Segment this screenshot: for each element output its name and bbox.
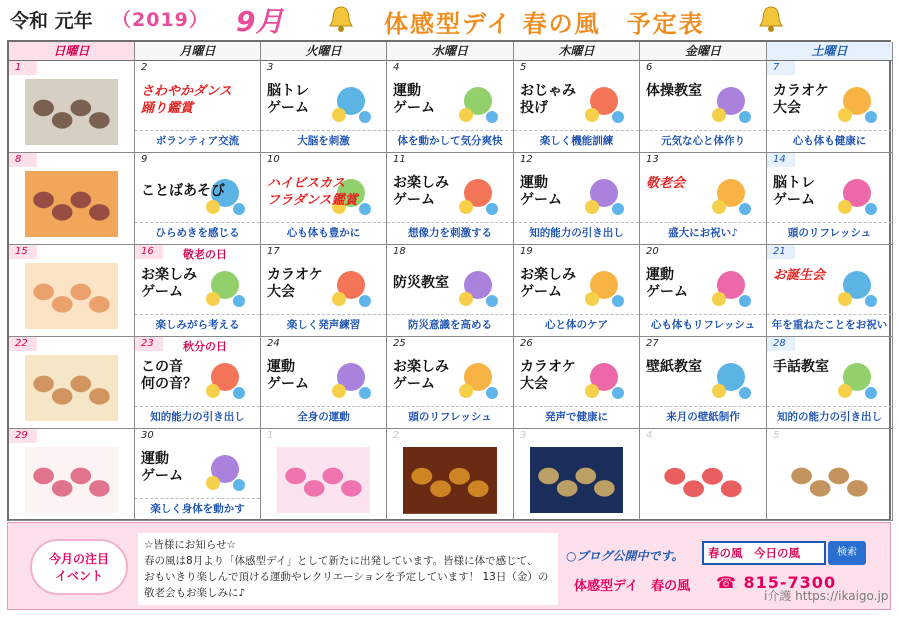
weekday-header: 木曜日: [514, 42, 640, 61]
activity-subtitle: 知的能力の引き出し: [514, 222, 639, 244]
day-number: 4: [646, 430, 653, 441]
red-spider-lily-icon: [656, 447, 750, 514]
cheerful-bread-icon: [574, 263, 634, 313]
activity-subtitle: 心も体も豊かに: [261, 222, 386, 244]
activity-label: お楽しみ ゲーム: [393, 175, 449, 208]
calendar-day-cell: [767, 429, 893, 521]
calendar-day-cell: [9, 429, 135, 521]
activity-subtitle: 頭のリフレッシュ: [767, 222, 892, 244]
day-number: 13: [646, 154, 659, 165]
activity-subtitle: 楽しく身体を動かす: [135, 498, 260, 520]
brain-puzzle-icon: [321, 79, 381, 129]
day-number: 17: [267, 246, 280, 257]
calendar-day-cell: [387, 153, 514, 245]
calendar-day-cell: [767, 337, 893, 429]
clapping-hands-icon: [574, 79, 634, 129]
day-number: 4: [393, 62, 400, 73]
phone-number: ☎ 815-7300: [716, 573, 837, 592]
circle-people-icon: [195, 263, 255, 313]
activity-subtitle: 心も体もリフレッシュ: [640, 314, 766, 336]
activity-subtitle: 防災意識を高める: [387, 314, 513, 336]
day-number: 1: [9, 61, 37, 75]
weekday-header: 金曜日: [640, 42, 767, 61]
sunglasses-sun-icon: [195, 447, 255, 497]
day-number: 29: [9, 429, 37, 443]
activity-subtitle: 元気な心と体作り: [640, 130, 766, 152]
gymnast-icon: [701, 79, 761, 129]
tea-photo: [25, 79, 118, 145]
walking-people-icon: [321, 355, 381, 405]
activity-label: 運動 ゲーム: [267, 359, 309, 392]
blog-notice: ○ブログ公開中です。: [566, 549, 684, 563]
disaster-drill-icon: [448, 263, 508, 313]
day-number: 30: [141, 430, 154, 441]
day-number: 8: [9, 153, 37, 167]
calendar-day-cell: [9, 61, 135, 153]
day-number: 6: [646, 62, 653, 73]
dancing-couple-icon: [701, 171, 761, 221]
treble-clef-icon: [321, 263, 381, 313]
activity-label: 脳トレ ゲーム: [773, 175, 815, 208]
autumn-leaves-photo: [403, 447, 497, 514]
activity-label: 防災教室: [393, 275, 449, 291]
calendar-day-cell: [514, 61, 640, 153]
calendar-day-cell: [135, 61, 261, 153]
calendar-day-cell: [514, 429, 640, 521]
calendar-day-cell: [387, 61, 514, 153]
holiday-label: 秋分の日: [183, 340, 227, 353]
activity-subtitle: ボランティア交流: [135, 130, 260, 152]
calendar-day-cell: [261, 337, 387, 429]
bell-icon: [328, 4, 354, 34]
era-label: 令和 元年: [10, 10, 93, 32]
day-number: 9: [141, 154, 148, 165]
fishing-man-icon: [448, 355, 508, 405]
day-number: 19: [520, 246, 533, 257]
activity-subtitle: 楽しみがら考える: [135, 314, 260, 336]
search-button[interactable]: 検索: [828, 541, 866, 565]
calendar-day-cell: [9, 153, 135, 245]
year-label: （2019）: [112, 9, 209, 31]
calendar-day-cell: [640, 153, 767, 245]
calendar-day-cell: [135, 337, 261, 429]
calendar-day-cell: [387, 337, 514, 429]
activity-subtitle: 心と体のケア: [514, 314, 639, 336]
activity-label: お誕生会: [773, 268, 826, 283]
sunset-photo: [25, 171, 118, 237]
thinking-man-icon: [827, 171, 887, 221]
calendar-day-cell: [767, 245, 893, 337]
day-number: 18: [393, 246, 406, 257]
day-number: 16: [135, 245, 163, 259]
activity-label: ことばあそび: [141, 183, 225, 199]
calendar-day-cell: [514, 337, 640, 429]
info-panel: [7, 522, 891, 610]
calendar-day-cell: [261, 245, 387, 337]
activity-label: 運動 ゲーム: [520, 175, 562, 208]
activity-label: 手話教室: [773, 359, 829, 375]
family-photo: [25, 355, 118, 421]
calendar-day-cell: [640, 429, 767, 521]
calendar-day-cell: [9, 337, 135, 429]
day-number: 1: [267, 430, 274, 441]
activity-subtitle: 楽しく機能訓練: [514, 130, 639, 152]
activity-subtitle: 体を動かして気分爽快: [387, 130, 513, 152]
day-number: 25: [393, 338, 406, 349]
music-notes-icon: [827, 79, 887, 129]
watermark: i介護 https://ikaigo.jp: [764, 589, 889, 603]
activity-label: ハイビスカス フラダンス鑑賞: [267, 176, 358, 208]
calendar-grid: [7, 40, 891, 521]
flower-bunch-icon: [448, 171, 508, 221]
day-number: 10: [267, 154, 280, 165]
notice-text: ☆皆様にお知らせ☆ 春の風は8月より「体感型デイ」として新たに出発しています。皆様に体で感じて、 おもいきり楽しんで頂ける運動やレクリエーションを予定しています！ 13日（金）の 敬老会もお楽しみに♪: [138, 533, 558, 605]
day-number: 11: [393, 154, 406, 165]
activity-subtitle: 知的の能力の引き出し: [767, 406, 892, 428]
exercise-kids-icon: [448, 79, 508, 129]
activity-subtitle: 頭のリフレッシュ: [387, 406, 513, 428]
day-number: 27: [646, 338, 659, 349]
activity-label: 壁紙教室: [646, 359, 702, 375]
activity-label: カラオケ 大会: [773, 83, 829, 116]
featured-event-badge: 今月の注目 イベント: [30, 539, 128, 595]
festival-lanterns-photo: [530, 447, 623, 513]
activity-label: カラオケ 大会: [267, 267, 323, 300]
day-number: 2: [141, 62, 148, 73]
facility-name: 体感型デイ 春の風: [574, 579, 691, 594]
calendar-day-cell: [135, 153, 261, 245]
activity-subtitle: 年を重ねたことをお祝い: [767, 314, 892, 336]
holiday-label: 敬老の日: [183, 248, 227, 261]
birthday-cake-icon: [827, 263, 887, 313]
calendar-day-cell: [767, 153, 893, 245]
calendar-day-cell: [640, 245, 767, 337]
day-number: 28: [767, 337, 795, 351]
month-label: 9月: [236, 5, 284, 38]
activity-subtitle: 心も体も健康に: [767, 130, 892, 152]
calendar-day-cell: [261, 153, 387, 245]
day-number: 3: [267, 62, 274, 73]
grandma-photo: [25, 263, 118, 329]
activity-subtitle: 想像力を刺激する: [387, 222, 513, 244]
activity-label: さわやかダンス 踊り鑑賞: [141, 84, 232, 116]
bell-icon: [758, 4, 784, 34]
activity-label: おじゃみ 投げ: [520, 83, 576, 116]
weekday-header: 土曜日: [767, 42, 893, 61]
page-title: 体感型デイ 春の風 予定表: [384, 10, 705, 38]
day-number: 7: [767, 61, 795, 75]
guitar-icon: [783, 447, 876, 513]
calligraphy-photo: [25, 447, 118, 513]
day-number: 2: [393, 430, 400, 441]
day-number: 12: [520, 154, 533, 165]
calendar-day-cell: [261, 61, 387, 153]
activity-label: お楽しみ ゲーム: [520, 267, 576, 300]
activity-label: お楽しみ ゲーム: [393, 359, 449, 392]
calendar-day-cell: [387, 429, 514, 521]
day-number: 24: [267, 338, 280, 349]
calendar-day-cell: [387, 245, 514, 337]
activity-subtitle: 大脳を刺激: [261, 130, 386, 152]
day-number: 5: [773, 430, 780, 441]
day-number: 26: [520, 338, 533, 349]
pumpkin-apple-icon: [701, 355, 761, 405]
calendar-day-cell: [640, 337, 767, 429]
day-number: 5: [520, 62, 527, 73]
weekday-header: 水曜日: [387, 42, 514, 61]
day-number: 20: [646, 246, 659, 257]
calendar-day-cell: [261, 429, 387, 521]
activity-subtitle: 全身の運動: [261, 406, 386, 428]
page-header: [0, 0, 899, 40]
activity-subtitle: ひらめきを感じる: [135, 222, 260, 244]
activity-label: 運動 ゲーム: [393, 83, 435, 116]
activity-subtitle: 楽しく発声練習: [261, 314, 386, 336]
activity-label: 運動 ゲーム: [646, 267, 688, 300]
day-number: 23: [135, 337, 163, 351]
activity-label: 体操教室: [646, 83, 702, 99]
calendar-day-cell: [135, 245, 261, 337]
activity-subtitle: 発声で健康に: [514, 406, 639, 428]
activity-label: 運動 ゲーム: [141, 451, 183, 484]
calendar-day-cell: [9, 245, 135, 337]
search-box[interactable]: 春の風 今日の風: [702, 541, 826, 565]
activity-label: 脳トレ ゲーム: [267, 83, 309, 116]
day-number: 3: [520, 430, 527, 441]
day-number: 21: [767, 245, 795, 259]
day-number: 15: [9, 245, 37, 259]
activity-label: お楽しみ ゲーム: [141, 267, 197, 300]
activity-label: 敬老会: [646, 176, 686, 191]
calendar-day-cell: [135, 429, 261, 521]
activity-subtitle: 知的能力の引き出し: [135, 406, 260, 428]
tennis-player-icon: [701, 263, 761, 313]
weekday-header: 火曜日: [261, 42, 387, 61]
cosmos-photo: [277, 447, 370, 513]
calendar-day-cell: [514, 245, 640, 337]
day-number: 14: [767, 153, 795, 167]
crowd-icon: [574, 355, 634, 405]
weekday-header: 日曜日: [9, 42, 135, 61]
activity-label: この音 何の音？: [141, 359, 197, 392]
activity-subtitle: 来月の壁紙制作: [640, 406, 766, 428]
elderly-couple-icon: [827, 355, 887, 405]
activity-label: カラオケ 大会: [520, 359, 576, 392]
activity-subtitle: 盛大にお祝い♪: [640, 222, 766, 244]
calendar-day-cell: [514, 153, 640, 245]
calendar-day-cell: [640, 61, 767, 153]
weekday-header: 月曜日: [135, 42, 261, 61]
day-number: 22: [9, 337, 37, 351]
calendar-day-cell: [767, 61, 893, 153]
smiley-running-icon: [574, 171, 634, 221]
listening-woman-icon: [195, 355, 255, 405]
